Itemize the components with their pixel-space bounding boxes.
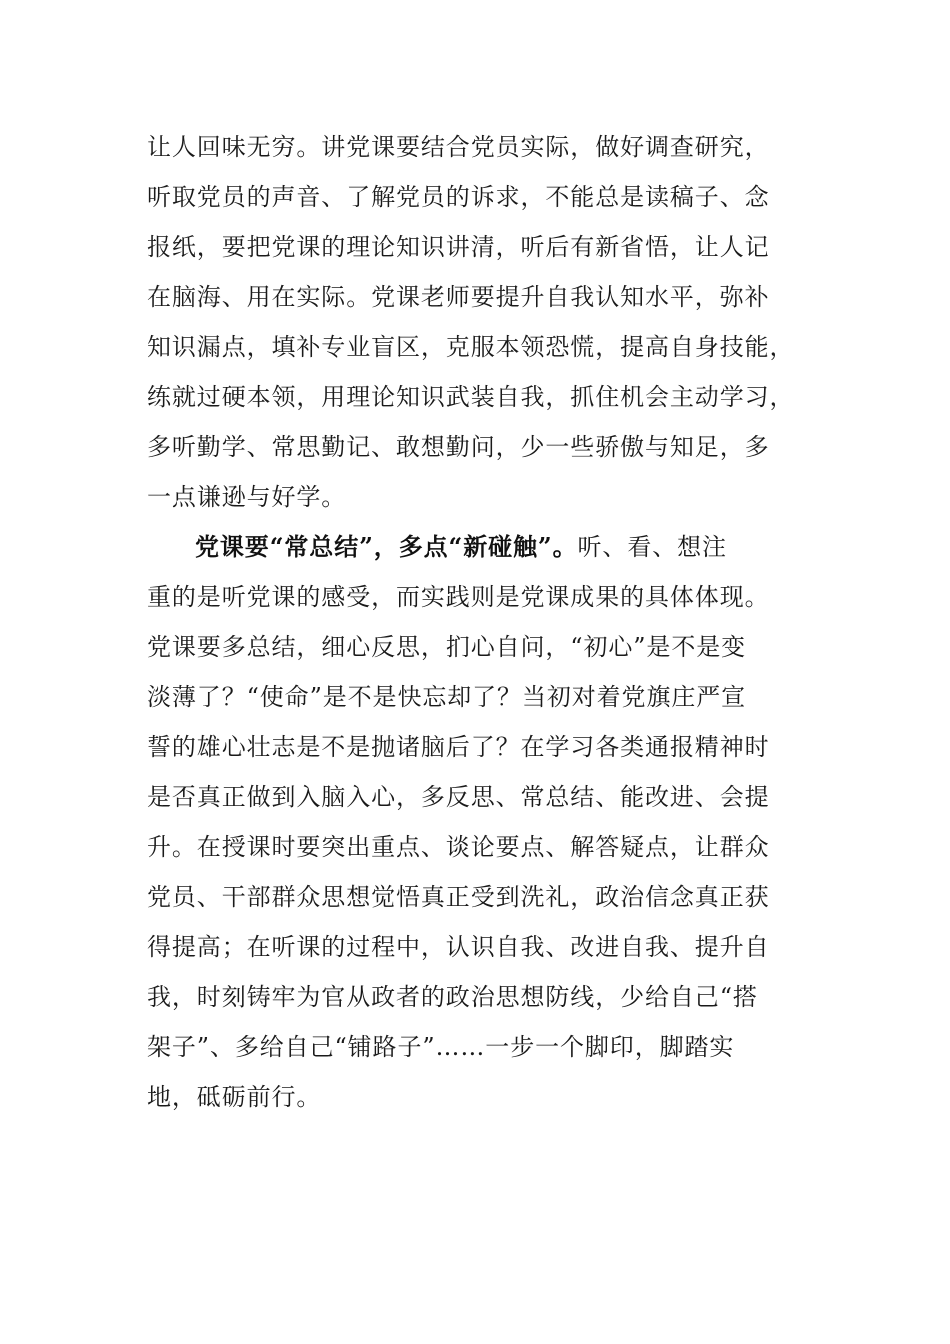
- paragraph-line: 报纸，要把党课的理论知识讲清，听后有新省悟，让人记: [147, 233, 770, 261]
- paragraph-line: 得提高；在听课的过程中，认识自我、改进自我、提升自: [147, 933, 770, 961]
- paragraph-line: 党员、干部群众思想觉悟真正受到洗礼，政治信念真正获: [147, 883, 770, 911]
- paragraph-first-line: [147, 522, 787, 572]
- document-body: [147, 122, 795, 1122]
- paragraph-heading: 党课要“常总结”，多点“新碰触”。: [195, 532, 578, 561]
- paragraph-line: 多听勤学、常思勤记、敢想勤问，少一些骄傲与知足，多: [147, 433, 770, 461]
- paragraph-1: [147, 122, 795, 522]
- paragraph-line: 知识漏点，填补专业盲区，克服本领恐慌，提高自身技能，: [147, 333, 795, 361]
- paragraph-line: 党课要多总结，细心反思，扪心自问，“初心”是不是变: [147, 633, 747, 661]
- paragraph-line: 是否真正做到入脑入心，多反思、常总结、能改进、会提: [147, 783, 770, 811]
- paragraph-line: 一点谦逊与好学。: [147, 483, 347, 511]
- paragraph-line: 听取党员的声音、了解党员的诉求，不能总是读稿子、念: [147, 183, 770, 211]
- paragraph-line: 重的是听党课的感受，而实践则是党课成果的具体体现。: [147, 583, 770, 611]
- paragraph-line: 誓的雄心壮志是不是抛诸脑后了？在学习各类通报精神时: [147, 733, 770, 761]
- paragraph-line: 让人回味无穷。讲党课要结合党员实际，做好调查研究，: [147, 133, 770, 161]
- paragraph-line: 架子”、多给自己“铺路子”……一步一个脚印，脚踏实: [147, 1033, 735, 1061]
- paragraph-2: [147, 522, 787, 1122]
- paragraph-line: 在脑海、用在实际。党课老师要提升自我认知水平，弥补: [147, 283, 770, 311]
- paragraph-line: 淡薄了？“使命”是不是快忘却了？当初对着党旗庄严宣: [147, 683, 747, 711]
- paragraph-line-rest: 听、看、想注: [577, 533, 727, 561]
- paragraph-line: 练就过硬本领，用理论知识武装自我，抓住机会主动学习，: [147, 383, 795, 411]
- paragraph-line: 升。在授课时要突出重点、谈论要点、解答疑点，让群众: [147, 833, 770, 861]
- paragraph-line: 我，时刻铸牢为官从政者的政治思想防线，少给自己“搭: [147, 983, 758, 1011]
- paragraph-line: 地，砥砺前行。: [147, 1083, 322, 1111]
